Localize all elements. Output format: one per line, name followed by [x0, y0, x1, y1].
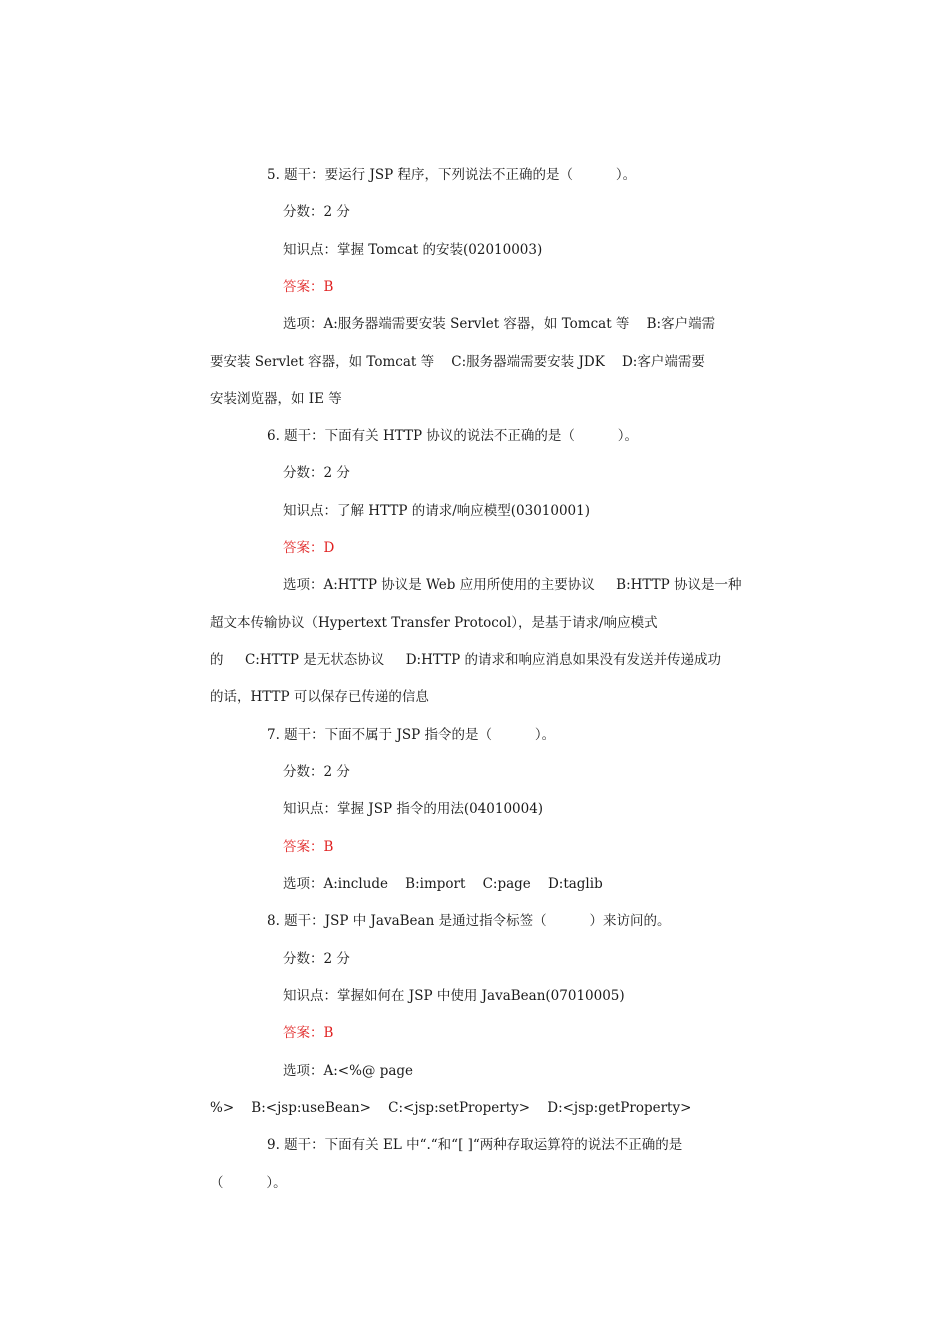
question-7-stem: 7. 题干：下面不属于 JSP 指令的是（ ）。	[267, 727, 556, 743]
question-8-options-line-2: %> B:<jsp:useBean> C:<jsp:setProperty> D:<jsp:getProperty>	[210, 1100, 692, 1116]
question-8-options-line-1: 选项：A:<%@ page	[283, 1063, 414, 1079]
question-5-knowledge-point: 知识点：掌握 Tomcat 的安装(02010003)	[283, 242, 543, 258]
question-7-answer: 答案：B	[283, 839, 334, 855]
question-6-score: 分数：2 分	[283, 465, 350, 481]
question-6-options-line-1: 选项：A:HTTP 协议是 Web 应用所使用的主要协议 B:HTTP 协议是一种	[283, 577, 742, 593]
question-5-options-line-3: 安装浏览器，如 IE 等	[210, 391, 342, 407]
question-6-answer: 答案：D	[283, 540, 335, 556]
question-8-score: 分数：2 分	[283, 951, 350, 967]
question-8-answer: 答案：B	[283, 1025, 334, 1041]
question-7-score: 分数：2 分	[283, 764, 350, 780]
question-6-options-line-4: 的话，HTTP 可以保存已传递的信息	[210, 689, 429, 705]
question-7-knowledge-point: 知识点：掌握 JSP 指令的用法(04010004)	[283, 801, 544, 817]
question-5-stem: 5. 题干：要运行 JSP 程序，下列说法不正确的是（ ）。	[267, 167, 637, 183]
question-9-stem: 9. 题干：下面有关 EL 中“.“和“[ ]“两种存取运算符的说法不正确的是	[267, 1137, 683, 1153]
question-6-options-line-2: 超文本传输协议（Hypertext Transfer Protocol），是基于请求/响应模式	[210, 615, 658, 631]
question-5-options-line-1: 选项：A:服务器端需要安装 Servlet 容器，如 Tomcat 等 B:客户端需	[283, 316, 716, 332]
question-7-options-line-1: 选项：A:include B:import C:page D:taglib	[283, 876, 603, 892]
question-8-knowledge-point: 知识点：掌握如何在 JSP 中使用 JavaBean(07010005)	[283, 988, 625, 1004]
question-5-score: 分数：2 分	[283, 204, 350, 220]
question-5-options-line-2: 要安装 Servlet 容器，如 Tomcat 等 C:服务器端需要安装 JDK D:客户端需要	[210, 354, 705, 370]
question-9-stem-continued: （ ）。	[210, 1175, 287, 1191]
question-8-stem: 8. 题干：JSP 中 JavaBean 是通过指令标签（ ）来访问的。	[267, 913, 671, 929]
question-5-answer: 答案：B	[283, 279, 334, 295]
question-6-options-line-3: 的 C:HTTP 是无状态协议 D:HTTP 的请求和响应消息如果没有发送并传递成功	[210, 652, 721, 668]
question-6-stem: 6. 题干：下面有关 HTTP 协议的说法不正确的是（ ）。	[267, 428, 639, 444]
question-6-knowledge-point: 知识点：了解 HTTP 的请求/响应模型(03010001)	[283, 503, 590, 519]
